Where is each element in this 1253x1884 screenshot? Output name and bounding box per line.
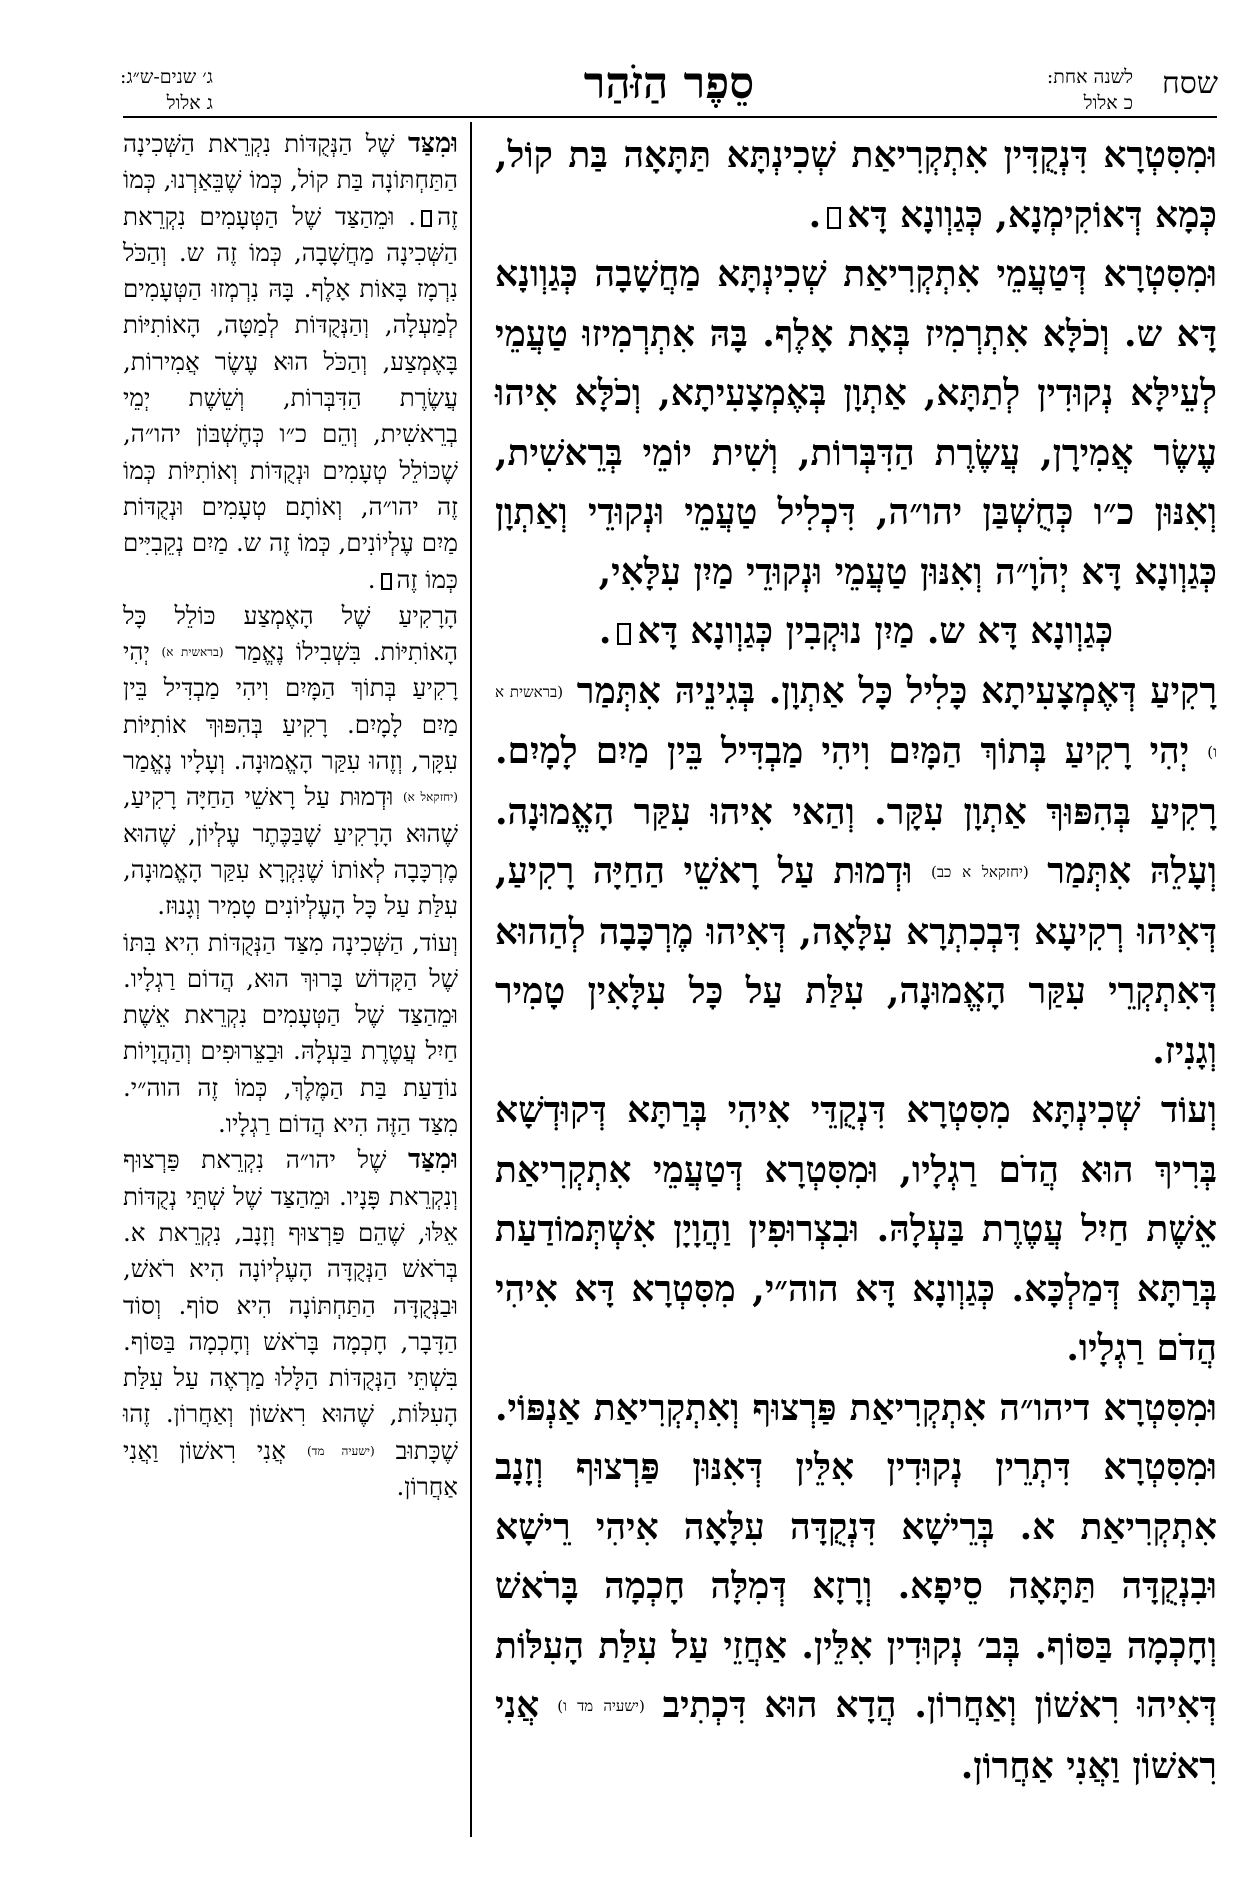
main-paragraph-2 — [495, 245, 1217, 602]
translation-text-1: שֶׁל הַנְּקֻדּוֹת נִקְרֵאת הַשְּׁכִינָה הַתַּחְתּוֹנָה בַּת קוֹל, כְּמוֹ שֶׁבֵּאַרְנוּ, כְּמוֹ זֶה — [123, 129, 458, 231]
main-paragraph-3: כְּגַוְונָא דָּא ש. מַיִן נוּקְבִין כְּגַוְונָא דָּא. — [598, 610, 1114, 652]
translation-paragraph-3 — [123, 925, 458, 1143]
translation-text-1b: . וּמֵהַצַּד שֶׁל הַטְּעָמִים נִקְרֵאת הַשְּׁכִינָה מַחֲשָׁבָה, כְּמוֹ זֶה ש. וְהַכֹּל נִרְמָז בָּאוֹת אָלֶף. בָּהּ נִרְמְזוּ הַטְּעָמִים לְמַעְלָה, וְהַנְּקֻדּוֹת לְמַטָּה, הָאוֹתִיּוֹת בָּאֶמְצַע, וְהַכֹּל הוּא עֶשֶׂר אֲמִירוֹת, עֲשֶׂרֶת הַדִּבְּרוֹת, וְשֵׁשֶׁת יְמֵי בְרֵאשִׁית, וְהֵם כ״ו כְּחֶשְׁבּוֹן יהו״ה, שֶׁכּוֹלֵל טְעָמִים וּנְקֻדּוֹת וְאוֹתִיּוֹת כְּמוֹ זֶה יהו״ה, וְאוֹתָם טְעָמִים וּנְקֻדּוֹת מַיִם עֶלְיוֹנִים, כְּמוֹ זֶה ש. מַיִם נְקֵבִיִּים כְּמוֹ זֶה — [123, 201, 458, 594]
main-text-6b: אֲנִי רִאשׁוֹן וַאֲנִי אַחֲרוֹן. — [495, 1684, 1217, 1787]
main-paragraph-5 — [495, 1081, 1217, 1379]
main-paragraph-6 — [495, 1379, 1217, 1797]
main-paragraph-1: וּמִסִּטְרָא דִּנְקֻדִּין אִתְקְרִיאַת שְׁכִינְתָּא תַּתָּאָה בַּת קוֹל, כְּמָא דְּאוֹקִימְנָא, כְּגַוְונָא דָּא. — [495, 134, 1217, 236]
vowel-symbol-icon — [827, 207, 841, 229]
verse-citation: (ישעיה מד) — [306, 1443, 375, 1458]
translation-text-4a: שֶׁל יהו״ה נִקְרֵאת פַּרְצוּף וְנִקְרֵאת פָּנָיו. וּמֵהַצַּד שֶׁל שְׁתֵּי נְקֻדּוֹת אֵלּוּ, שֶׁהֵם פַּרְצוּף וְזָנָב, נִקְרֵאת א. בְּרֹאשׁ הַנְּקֻדָּה הָעֶלְיוֹנָה הִיא רֹאשׁ, וּבַנְּקֻדָּה הַתַּחְתּוֹנָה הִיא סוֹף. וְסוֹד הַדָּבָר, חָכְמָה בָּרֹאשׁ וְחָכְמָה בַּסּוֹף. בִּשְׁתֵּי הַנְּקֻדּוֹת הַלָּלוּ מַרְאֶה עַל עִלַּת הָעִלּוֹת, שֶׁהוּא רִאשׁוֹן וְאַחֲרוֹן. זֶהוּ שֶׁכָּתוּב — [123, 1145, 458, 1465]
verse-citation: (בראשית א) — [161, 645, 224, 660]
translation-text-3: וְעוֹד, הַשְּׁכִינָה מִצַּד הַנְּקֻדּוֹת הִיא בִּתּוֹ שֶׁל הַקָּדוֹשׁ בָּרוּךְ הוּא, הֲדוֹם רַגְלָיו. וּמֵהַצַּד שֶׁל הַטְּעָמִים נִקְרֵאת אֵשֶׁת חַיִל עֲטֶרֶת בַּעְלָהּ. וּבַצֵּרוּפִים וְהַהֲוָיוֹת נוֹדַעַת בַּת הַמֶּלֶךְ, כְּמוֹ זֶה הוה״י. מִצַּד הַזֶּה הִיא הֲדוֹם רַגְלָיו. — [123, 927, 458, 1139]
schedule-three-years — [120, 64, 213, 116]
main-text-5: וְעוֹד שְׁכִינְתָּא מִסִּטְרָא דִּנְקֻדֵּי אִיהִי בְּרַתָּא דְּקוּדְשָׁא בְּרִיךְ הוּא הֲדֹם רַגְלָיו, וּמִסִּטְרָא דְּטַעֲמֵי אִתְקְרִיאַת אֵשֶׁת חַיִל עֲטֶרֶת בַּעְלָהּ. וּבִצְרוּפִין וַהֲוָיָן אִשְׁתְּמוֹדַעַת בְּרַתָּא דְּמַלְכָּא. כְּגַוְונָא דָּא הוה״י, מִסִּטְרָא דָּא אִיהִי הֲדֹם רַגְלָיו. — [495, 1089, 1217, 1369]
main-text-4b: יְהִי רָקִיעַ בְּתוֹךְ הַמָּיִם וִיהִי מַבְדִּיל בֵּין מַיִם לָמָיִם. רָקִיעַ בְּהִפּוּךְ אַתְוָן עִקָּר. וְהַאי אִיהוּ עִקַּר הָאֱמוּנָה. וְעָלֵהּ אִתְּמַר — [495, 730, 1217, 892]
main-text-4c: וּדְמוּת עַל רָאשֵׁי הַחַיָּה רָקִיעַ, דְּאִיהוּ רְקִיעָא דִּבְכִתְרָא עִלָּאָה, דְּאִיהוּ מֶרְכָּבָה לְהַהוּא דְּאִתְקְרֵי עִקַּר הָאֱמוּנָה, עִלַּת עַל כָּל עִלָּאִין טָמִיר וְגָנִיז. — [495, 850, 1217, 1072]
page-header — [120, 58, 1218, 120]
vowel-symbol-icon — [381, 573, 392, 590]
schedule-one-year-label: לשנה אחת: — [1046, 66, 1133, 88]
paragraph-lead-word: וּמִצַּד — [407, 1144, 458, 1176]
page-number: שסח — [1161, 66, 1218, 101]
translation-paragraph-4 — [123, 1142, 458, 1505]
translation-paragraph-2 — [123, 598, 458, 925]
translation-text-2c: וּדְמוּת עַל רָאשֵׁי הַחַיָּה רָקִיעַ, שֶׁהוּא הָרָקִיעַ שֶׁבַּכֶּתֶר עֶלְיוֹן, שֶׁהוּא מֶרְכָּבָה לְאוֹתוֹ שֶׁנִּקְרָא עִקַּר הָאֱמוּנָה, עִלַּת עַל כָּל הָעֶלְיוֹנִים טָמִיר וְגָנוּז. — [123, 782, 458, 921]
aramaic-column — [495, 126, 1217, 1796]
header-divider — [123, 116, 1217, 118]
vowel-symbol-icon — [617, 623, 631, 645]
column-divider — [470, 122, 472, 1837]
verse-citation: (ישעיה מד ו) — [557, 1697, 645, 1715]
main-text-2: וּמִסִּטְרָא דְּטַעֲמֵי אִתְקְרִיאַת שְׁכִינְתָּא מַחֲשָׁבָה כְּגַוְונָא דָּא ש. וְכֹלָּא אִתְרְמִיז בְּאָת אָלֶף. בָּהּ אִתְרְמִיזוּ טַעֲמֵי לְעֵילָּא נְקוּדִין לְתַתָּא, אַתְוָן בְּאֶמְצָעִיתָא, וְכֹלָּא אִיהוּ עֶשֶׂר אֲמִירָן, עֲשֶׂרֶת הַדִּבְּרוֹת, וְשִׁית יוֹמֵי בְּרֵאשִׁית, וְאִנּוּן כ״ו כְּחֻשְׁבַּן יהו״ה, דִּכְלִיל טַעֲמֵי וּנְקוּדֵי וְאַתְוָן כְּגַוְונָא דָּא יְהֹוָ״ה וְאִנּוּן טַעֲמֵי וּנְקוּדֵי מַיִן עִלָּאִי, — [495, 253, 1217, 593]
vowel-symbol-icon — [421, 210, 432, 227]
schedule-three-years-label: ג׳ שנים-ש״ג: — [120, 66, 213, 88]
verse-citation: (יחזקאל א) — [402, 790, 458, 805]
hebrew-translation-column — [123, 126, 458, 1505]
book-title: סֵפֶר הַזֹּהַר — [583, 58, 755, 109]
main-text-3: כְּגַוְונָא דָּא ש. מַיִן נוּקְבִין כְּגַוְונָא דָּא — [637, 610, 1114, 652]
translation-paragraph-1: וּמִצַּד שֶׁל הַנְּקֻדּוֹת נִקְרֵאת הַשְּׁכִינָה הַתַּחְתּוֹנָה בַּת קוֹל, כְּמוֹ שֶׁבֵּאַרְנוּ, כְּמוֹ זֶה. וּמֵהַצַּד שֶׁל הַטְּעָמִים נִקְרֵאת הַשְּׁכִינָה מַחֲשָׁבָה, כְּמוֹ זֶה ש. וְהַכֹּל נִרְמָז בָּאוֹת אָלֶף. בָּהּ נִרְמְזוּ הַטְּעָמִים לְמַעְלָה, וְהַנְּקֻדּוֹת לְמַטָּה, הָאוֹתִיּוֹת בָּאֶמְצַע, וְהַכֹּל הוּא עֶשֶׂר אֲמִירוֹת, עֲשֶׂרֶת הַדִּבְּרוֹת, וְשֵׁשֶׁת יְמֵי בְרֵאשִׁית, וְהֵם כ״ו כְּחֶשְׁבּוֹן יהו״ה, שֶׁכּוֹלֵל טְעָמִים וּנְקֻדּוֹת וְאוֹתִיּוֹת כְּמוֹ זֶה יהו״ה, וְאוֹתָם טְעָמִים וּנְקֻדּוֹת מַיִם עֶלְיוֹנִים, כְּמוֹ זֶה ש. מַיִם נְקֵבִיִּים כְּמוֹ זֶה. — [123, 128, 458, 594]
verse-citation: (יחזקאל א כב) — [930, 863, 1029, 881]
translation-text-2a: הָרָקִיעַ שֶׁל הָאֶמְצַע כּוֹלֵל כָּל הָאוֹתִיּוֹת. בִּשְׁבִילוֹ נֶאֱמַר — [123, 600, 459, 667]
verse-citation: (בראשית א ו) — [495, 682, 1217, 761]
translation-text-4b: אֲנִי רִאשׁוֹן וַאֲנִי אַחֲרוֹן. — [123, 1435, 458, 1501]
translation-text-2b: יְהִי רָקִיעַ בְּתוֹךְ הַמָּיִם וִיהִי מַבְדִּיל בֵּין מַיִם לָמָיִם. רָקִיעַ בְּהִפּוּךְ אוֹתִיּוֹת עִקָּר, וְזֶהוּ עִקַּר הָאֱמוּנָה. וְעָלָיו נֶאֱמַר — [123, 637, 458, 776]
main-text-4a: רָקִיעַ דְּאֶמְצָעִיתָא כָּלִיל כָּל אַתְוָן. בְּגִינֵיהּ אִתְּמַר — [576, 669, 1218, 712]
main-text-1: וּמִסִּטְרָא דִּנְקֻדִּין אִתְקְרִיאַת שְׁכִינְתָּא תַּתָּאָה בַּת קוֹל, כְּמָא דְּאוֹקִימְנָא, כְּגַוְונָא דָּא — [495, 134, 1217, 236]
schedule-three-years-date: ג אלול — [166, 92, 213, 114]
paragraph-lead-word: וּמִצַּד — [407, 128, 458, 159]
main-paragraph-4 — [495, 662, 1217, 1082]
schedule-one-year-date: כ אלול — [1083, 92, 1133, 114]
main-text-6a: וּמִסִּטְרָא דיהו״ה אִתְקְרִיאַת פַּרְצוּף וְאִתְקְרִיאַת אַנְפּוֹי. וּמִסִּטְרָא דִּתְרֵין נְקוּדִין אִלֵּין דְּאִנּוּן פַּרְצוּף וְזָנָב אִתְקְרִיאַת א. בְּרֵישָׁא דִּנְקֻדָּה עִלָּאָה אִיהִי רֵישָׁא וּבִנְקֻדָּה תַּתָּאָה סֵיפָא. וְרָזָא דְּמִלָּה חָכְמָה בָּרֹאשׁ וְחָכְמָה בַּסּוֹף. בְּב׳ נְקוּדִין אִלֵּין. אַחֲזֵי עַל עִלַּת הָעִלּוֹת דְּאִיהוּ רִאשׁוֹן וְאַחֲרוֹן. הֲדָא הוּא דִּכְתִיב — [495, 1386, 1217, 1726]
